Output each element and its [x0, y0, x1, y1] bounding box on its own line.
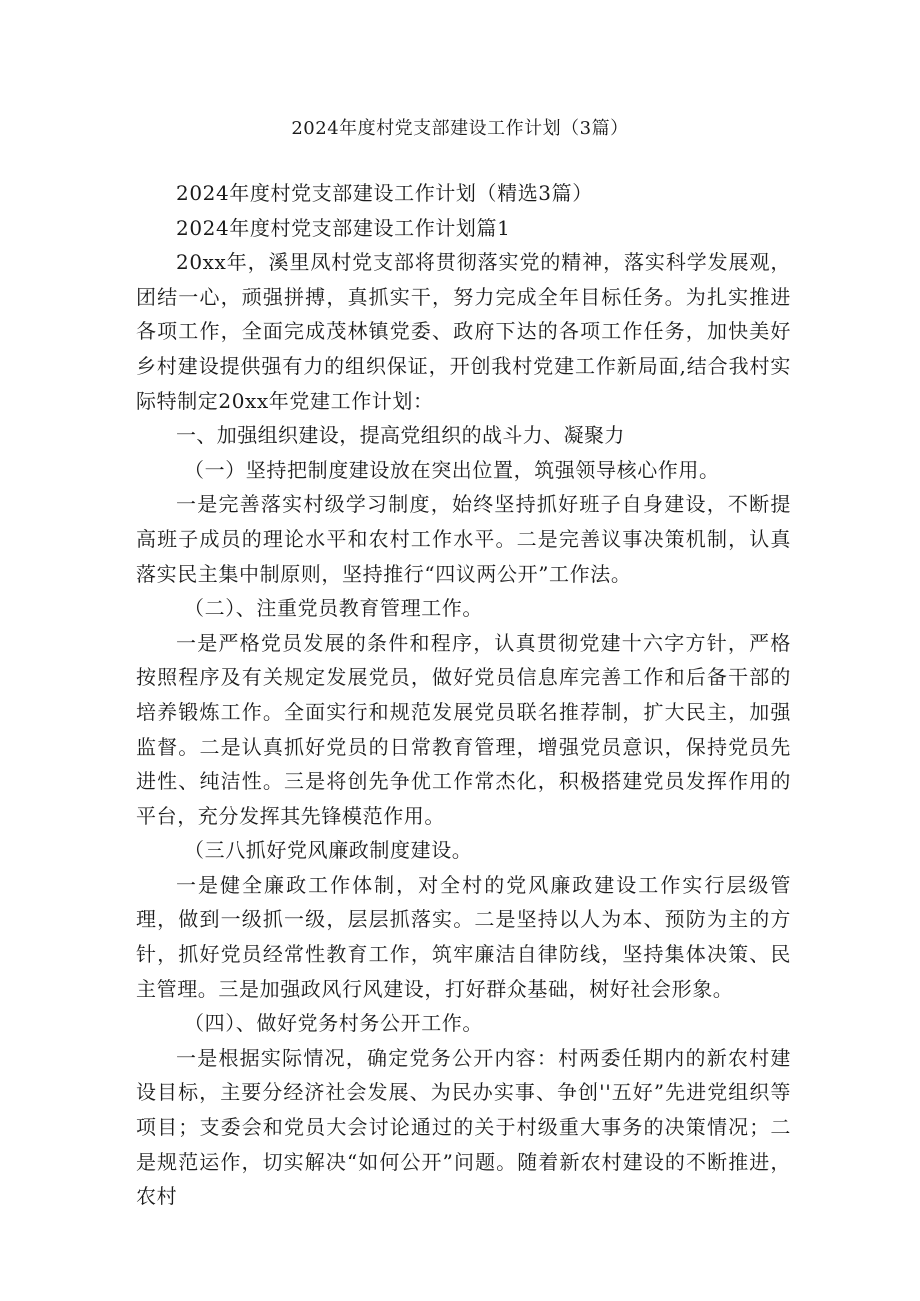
body-paragraph-2: 一是严格党员发展的条件和程序，认真贯彻党建十六字方针，严格按照程序及有关规定发展党员，做好党员信息库完善工作和后备干部的培养锻炼工作。全面实行和规范发展党员联名推荐制，扩大民主，加强监督。二是认真抓好党员的日常教育管理，增强党员意识，保持党员先进性、纯洁性。三是将创先争优工作常杰化，积极搭建党员发挥作用的平台，充分发挥其先锋模范作用。	[136, 630, 791, 828]
subtitle-paragraph: 2024年度村党支部建设工作计划（精选3篇）	[176, 181, 593, 205]
subheading-3: （三八抓好党风廉政制度建设。	[184, 838, 473, 863]
subheading-2: （二）、注重党员教育管理工作。	[184, 596, 483, 621]
body-paragraph-1: 一是完善落实村级学习制度，始终坚持抓好班子自身建设，不断提高班子成员的理论水平和农村工作水平。二是完善议事决策机制，认真落实民主集中制原则，坚持推行“四议两公开”工作法。	[136, 492, 791, 586]
body-paragraph-3: 一是健全廉政工作体制，对全村的党风廉政建设工作实行层级管理，做到一级抓一级，层层抓落实。二是坚持以人为本、预防为主的方针，抓好党员经常性教育工作，筑牢廉洁自律防线，坚持集体决策、民主管理。三是加强政风行风建设，打好群众基础，树好社会形象。	[136, 872, 791, 1001]
section-title-paragraph: 2024年度村党支部建设工作计划篇1	[176, 215, 511, 240]
body-paragraph-4: 一是根据实际情况，确定党务公开内容：村两委任期内的新农村建设目标，主要分经济社会发展、为民办实事、争创''五好”先进党组织等项目；支委会和党员大会讨论通过的关于村级重大事务的决策情况；二是规范运作，切实解决“如何公开”问题。随着新农村建设的不断推进，农村	[136, 1045, 791, 1209]
document-body	[136, 176, 791, 1214]
subheading-4: （四）、做好党务村务公开工作。	[184, 1011, 483, 1036]
subheading-1: （一）坚持把制度建设放在突出位置，筑强领导核心作用。	[184, 457, 720, 482]
document-title: 2024年度村党支部建设工作计划（3篇）	[291, 118, 629, 139]
heading-1: 一、加强组织建设，提高党组织的战斗力、凝聚力	[176, 423, 625, 448]
intro-paragraph: 20xx年，溪里凤村党支部将贯彻落实党的精神，落实科学发展观，团结一心，顽强拼搏，真抓实干，努力完成全年目标任务。为扎实推进各项工作，全面完成茂林镇党委、政府下达的各项工作任务，加快美好乡村建设提供强有力的组织保证，开创我村党建工作新局面,结合我村实际特制定20xx年党建工作计划：	[136, 250, 791, 413]
